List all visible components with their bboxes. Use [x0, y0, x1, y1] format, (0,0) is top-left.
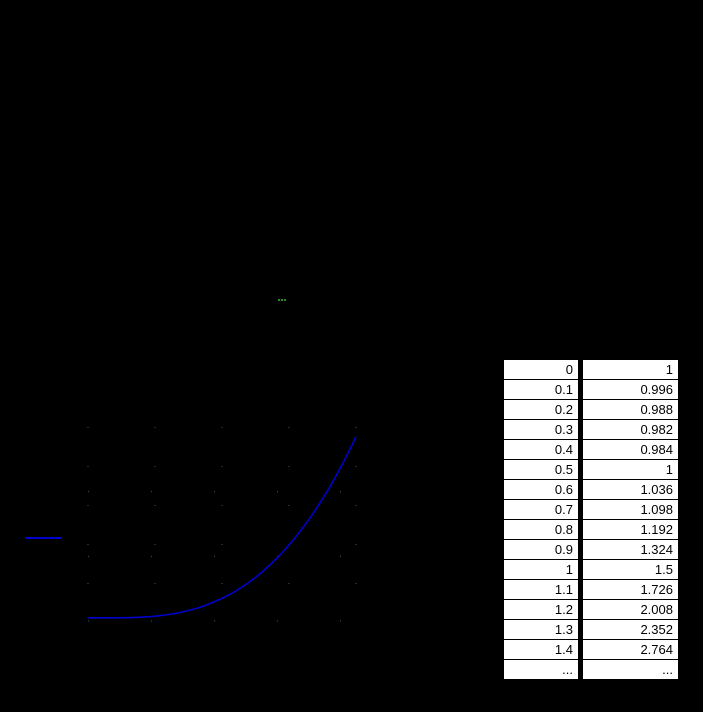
y-value-cell[interactable]: 0.988 [583, 400, 679, 420]
x-tick-label: 3 [285, 630, 293, 645]
step1-row [12, 44, 291, 65]
x-value-cell[interactable]: 0.2 [504, 400, 579, 420]
step5-row [12, 272, 406, 309]
document-title: Ðåøåíèå ÎÄÓ ìåòîäîì òðåóãà [12, 5, 211, 24]
x-value-cell[interactable]: 1.4 [504, 640, 579, 660]
step1-label: Запишем правую часть ДУ [12, 46, 196, 64]
x-values-table[interactable] [503, 359, 579, 680]
x-value-cell[interactable]: 0.8 [504, 520, 579, 540]
table-row [583, 500, 679, 520]
series-line-0 [88, 437, 356, 618]
step3-label: Таким образом, запишем искомую функцию в общем виде: [6, 189, 409, 207]
y-value-cell[interactable]: 1.036 [583, 480, 679, 500]
x-tick-label: 0 [84, 630, 92, 645]
table-row [583, 560, 679, 580]
x-tick-label: 1 [151, 630, 159, 645]
y-value-cell[interactable]: 2.352 [583, 620, 679, 640]
y-value-cell[interactable]: 0.984 [583, 440, 679, 460]
y-value-cell[interactable]: 2.008 [583, 600, 679, 620]
x-value-cell[interactable]: 0.6 [504, 480, 579, 500]
step2-line2: Интегрировать из меню Символика. Результат интегрирования запишем ниже [6, 104, 538, 121]
y-value-cell[interactable]: 1.324 [583, 540, 679, 560]
table-row [583, 620, 679, 640]
table-row [583, 600, 679, 620]
x-value-cell[interactable]: 0.4 [504, 440, 579, 460]
step2-line1: Установим курсор на переменную x и выберем команду Переменная - [6, 84, 483, 101]
table-row [504, 480, 579, 500]
y-values-table[interactable] [582, 359, 679, 680]
step4-text: Используя начальные условия, найдем значение C=1 [6, 235, 366, 252]
table-row [504, 460, 579, 480]
step5-label: Запишем решение задачи Коши [12, 281, 228, 299]
table-row [583, 660, 679, 680]
y-value-cell[interactable]: ... [583, 660, 679, 680]
table-row [583, 460, 679, 480]
table-y-header: y(x) = [582, 337, 625, 356]
table-row [504, 540, 579, 560]
x-tick-label: 4 [352, 630, 360, 645]
step3-row [6, 180, 578, 217]
x-value-cell[interactable]: 1.3 [504, 620, 579, 640]
integral-result: $x^3$ − $\frac{x^2}{2}$ [100, 139, 149, 178]
step6-text: Построим интегральную кривую и протабулируем функцию: [6, 345, 423, 362]
y-value-cell[interactable]: 1 [583, 460, 679, 480]
y-value-cell[interactable]: 0.982 [583, 420, 679, 440]
x-axis-label: x [216, 652, 224, 667]
table-row [583, 480, 679, 500]
table-row [504, 640, 579, 660]
integral-curve-chart[interactable] [0, 390, 380, 680]
table-row [504, 660, 579, 680]
y-tick-label: 0 [75, 615, 82, 630]
y-value-cell[interactable]: 1.5 [583, 560, 679, 580]
x-value-cell[interactable]: 1.1 [504, 580, 579, 600]
table-row [583, 640, 679, 660]
y-value-cell[interactable]: 1.726 [583, 580, 679, 600]
table-row [504, 560, 579, 580]
x-value-cell[interactable]: 0.1 [504, 380, 579, 400]
x-value-cell[interactable]: 0.9 [504, 540, 579, 560]
y-value-cell[interactable]: 1 [583, 360, 679, 380]
table-x-header: x = [503, 337, 526, 356]
table-row [583, 520, 679, 540]
range-definition: x := 0 , 0.1 .. 4 [30, 312, 124, 329]
table-row [504, 520, 579, 540]
x-value-cell[interactable]: 1 [504, 560, 579, 580]
x-value-cell[interactable]: 0.7 [504, 500, 579, 520]
table-row [504, 420, 579, 440]
y-value-cell[interactable]: 0.996 [583, 380, 679, 400]
table-row [583, 420, 679, 440]
x-value-cell[interactable]: 0.3 [504, 420, 579, 440]
table-row [583, 360, 679, 380]
x-tick-label: 2 [218, 630, 226, 645]
y-tick-label: 40 [68, 485, 82, 501]
x-value-cell[interactable]: ... [504, 660, 579, 680]
table-row [583, 540, 679, 560]
table-row [583, 380, 679, 400]
table-row [583, 580, 679, 600]
y-tick-label: 20 [68, 550, 82, 566]
table-row [583, 440, 679, 460]
general-solution: y(x) := $x^3$ − $\frac{x^2}{2}$ + C [446, 179, 578, 218]
cauchy-solution: y(x) := $x^3$ − $\frac{x^2}{2}$ + 1 [277, 271, 406, 310]
legend-label: y(x) [26, 517, 50, 532]
table-row [504, 600, 579, 620]
table-row [504, 500, 579, 520]
table-row [583, 400, 679, 420]
y-value-cell[interactable]: 1.192 [583, 520, 679, 540]
y-value-cell[interactable]: 2.764 [583, 640, 679, 660]
table-row [504, 400, 579, 420]
table-row [504, 580, 579, 600]
table-row [504, 440, 579, 460]
y-value-cell[interactable]: 1.098 [583, 500, 679, 520]
table-row [504, 380, 579, 400]
table-row [504, 620, 579, 640]
step1-expression: 3 $x^2 - x$ [237, 44, 291, 64]
table-row [504, 360, 579, 380]
x-value-cell[interactable]: 0.5 [504, 460, 579, 480]
x-value-cell[interactable]: 0 [504, 360, 579, 380]
x-value-cell[interactable]: 1.2 [504, 600, 579, 620]
